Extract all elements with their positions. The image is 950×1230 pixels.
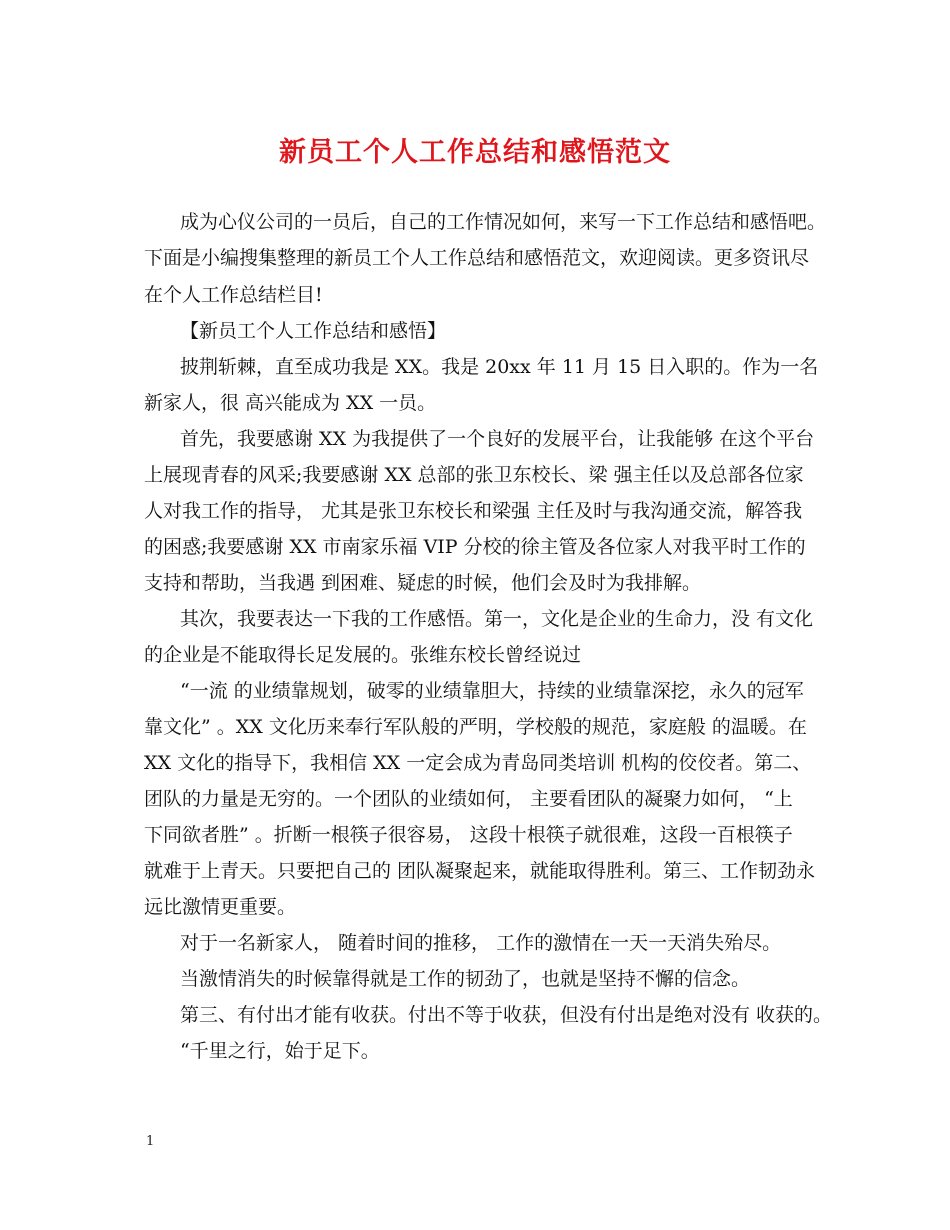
body-line: XX 文化的指导下，我相信 XX 一定会成为青岛同类培训 机构的佼佼者。第二、 — [144, 752, 812, 774]
body-line: 当激情消失的时候靠得就是工作的韧劲了，也就是坚持不懈的信念。 — [180, 968, 751, 990]
body-line: 其次，我要表达一下我的工作感悟。第一，文化是企业的生命力，没 有文化 — [180, 608, 814, 630]
body-line: 的困惑;我要感谢 XX 市南家乐福 VIP 分校的徐主管及各位家人对我平时工作的 — [144, 536, 806, 558]
body-line: 就难于上青天。只要把自己的 团队凝聚起来，就能取得胜利。第三、工作韧劲永 — [144, 860, 816, 882]
body-line: 对于一名新家人， 随着时间的推移， 工作的激情在一天一天消失殆尽。 — [180, 932, 782, 954]
body-line: 第三、有付出才能有收获。付出不等于收获，但没有付出是绝对没有 收获的。 — [180, 1004, 833, 1026]
body-line: 的企业是不能取得长足发展的。张维东校长曾经说过 — [144, 644, 582, 666]
body-line: 支持和帮助，当我遇 到困难、疑虑的时候，他们会及时为我排解。 — [144, 572, 702, 594]
body-line: 首先，我要感谢 XX 为我提供了一个良好的发展平台，让我能够 在这个平台 — [180, 428, 815, 450]
body-line: 团队的力量是无穷的。一个团队的业绩如何， 主要看团队的凝聚力如何， “上 — [144, 788, 793, 810]
body-line: 远比激情更重要。 — [144, 896, 297, 918]
body-line: “千里之行，始于足下。 — [180, 1040, 380, 1062]
body-line: 上展现青春的风采;我要感谢 XX 总部的张卫东校长、梁 强主任以及总部各位家 — [144, 464, 804, 486]
body-line: 成为心仪公司的一员后，自己的工作情况如何，来写一下工作总结和感悟吧。 — [180, 211, 827, 233]
body-line: 在个人工作总结栏目! — [144, 284, 323, 306]
body-line: 披荆斩棘，直至成功我是 XX。我是 20xx 年 11 月 15 日入职的。作为一名 — [180, 356, 819, 378]
document-title: 新员工个人工作总结和感悟范文 — [279, 137, 671, 168]
body-line: 靠文化” 。XX 文化历来奉行军队般的严明，学校般的规范，家庭般 的温暖。在 — [144, 716, 807, 738]
body-line: 新家人，很 高兴能成为 XX 一员。 — [144, 392, 437, 414]
body-line: 下同欲者胜” 。折断一根筷子很容易， 这段十根筷子就很难，这段一百根筷子 — [144, 824, 793, 846]
body-line: “一流 的业绩靠规划，破零的业绩靠胆大，持续的业绩靠深挖，永久的冠军 — [180, 680, 804, 702]
body-line: 人对我工作的指导， 尤其是张卫东校长和梁强 主任及时与我沟通交流，解答我 — [144, 500, 803, 522]
page-number: 1 — [146, 1134, 155, 1149]
body-line: 下面是小编搜集整理的新员工个人工作总结和感悟范文，欢迎阅读。更多资讯尽 — [144, 247, 810, 269]
section-heading: 【新员工个人工作总结和感悟】 — [180, 320, 447, 342]
